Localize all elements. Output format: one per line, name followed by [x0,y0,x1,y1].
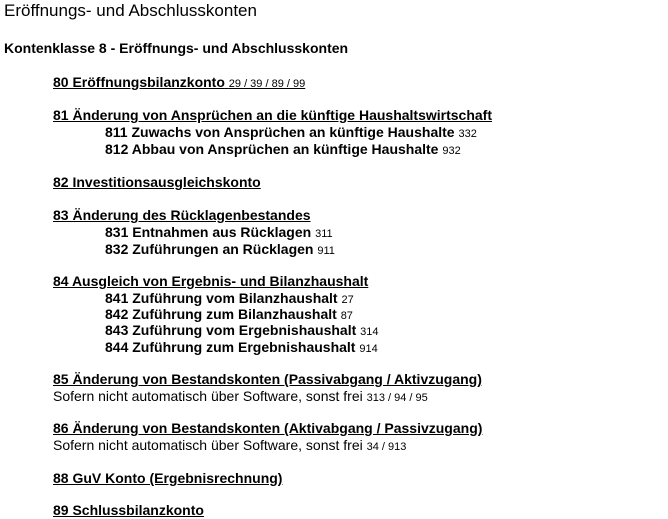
account-843-ref: 314 [360,326,379,338]
account-812-label: 812 Abbau von Ansprüchen an künftige Haushalte [105,141,439,157]
account-86-note-ref: 34 / 913 [366,441,407,453]
account-89 [53,502,204,519]
account-811-label: 811 Zuwachs von Ansprüchen an künftige Haushalte [105,124,455,140]
account-83 [53,207,311,224]
account-841-ref: 27 [341,294,354,306]
account-812-ref: 932 [442,145,461,157]
account-811-ref: 332 [458,128,477,140]
page-title: Eröffnungs- und Abschlusskonten [4,1,257,20]
account-85-note [53,388,428,407]
account-831-ref: 311 [315,228,333,240]
account-832 [105,241,335,260]
account-85-label: 85 Änderung von Bestandskonten (Passivabgang / Aktivzugang) [53,371,482,387]
account-843-label: 843 Zuführung vom Ergebnishaushalt [105,322,357,338]
account-86-note [53,437,406,456]
account-844-ref: 914 [359,343,378,355]
account-85-note-label: Sofern nicht automatisch über Software, sonst frei [53,388,363,404]
account-844 [105,339,378,358]
account-80-ref: 29 / 39 / 89 / 99 [228,78,306,90]
account-831-label: 831 Entnahmen aus Rücklagen [105,224,312,240]
account-86 [53,420,482,437]
account-80-label: 80 Eröffnungsbilanzkonto [53,74,225,90]
account-86-label: 86 Änderung von Bestandskonten (Aktivabgang / Passivzugang) [53,420,483,436]
account-85-note-ref: 313 / 94 / 95 [366,392,428,404]
account-class-heading: Kontenklasse 8 - Eröffnungs- und Abschlusskonten [4,40,349,56]
account-82 [53,174,261,191]
account-84-label: 84 Ausgleich von Ergebnis- und Bilanzhaushalt [53,273,369,289]
account-842-ref: 87 [340,310,353,322]
account-812 [105,141,461,160]
account-88 [53,470,282,487]
account-844-label: 844 Zuführung zum Ergebnishaushalt [105,339,356,355]
account-89-label: 89 Schlussbilanzkonto [53,502,204,518]
account-81-label: 81 Änderung von Ansprüchen an die künftige Haushaltswirtschaft [53,107,492,123]
account-82-label: 82 Investitionsausgleichskonto [53,174,261,190]
account-86-note-label: Sofern nicht automatisch über Software, sonst frei [53,437,363,453]
account-841-label: 841 Zuführung vom Bilanzhaushalt [105,290,338,306]
account-88-label: 88 GuV Konto (Ergebnisrechnung) [53,470,283,486]
account-85 [53,371,482,388]
account-832-ref: 911 [317,245,335,257]
account-84 [53,273,368,290]
account-81 [53,107,492,124]
account-83-label: 83 Änderung des Rücklagenbestandes [53,207,311,223]
account-832-label: 832 Zuführungen an Rücklagen [105,241,314,257]
account-80 [53,74,305,93]
account-842-label: 842 Zuführung zum Bilanzhaushalt [105,306,337,322]
